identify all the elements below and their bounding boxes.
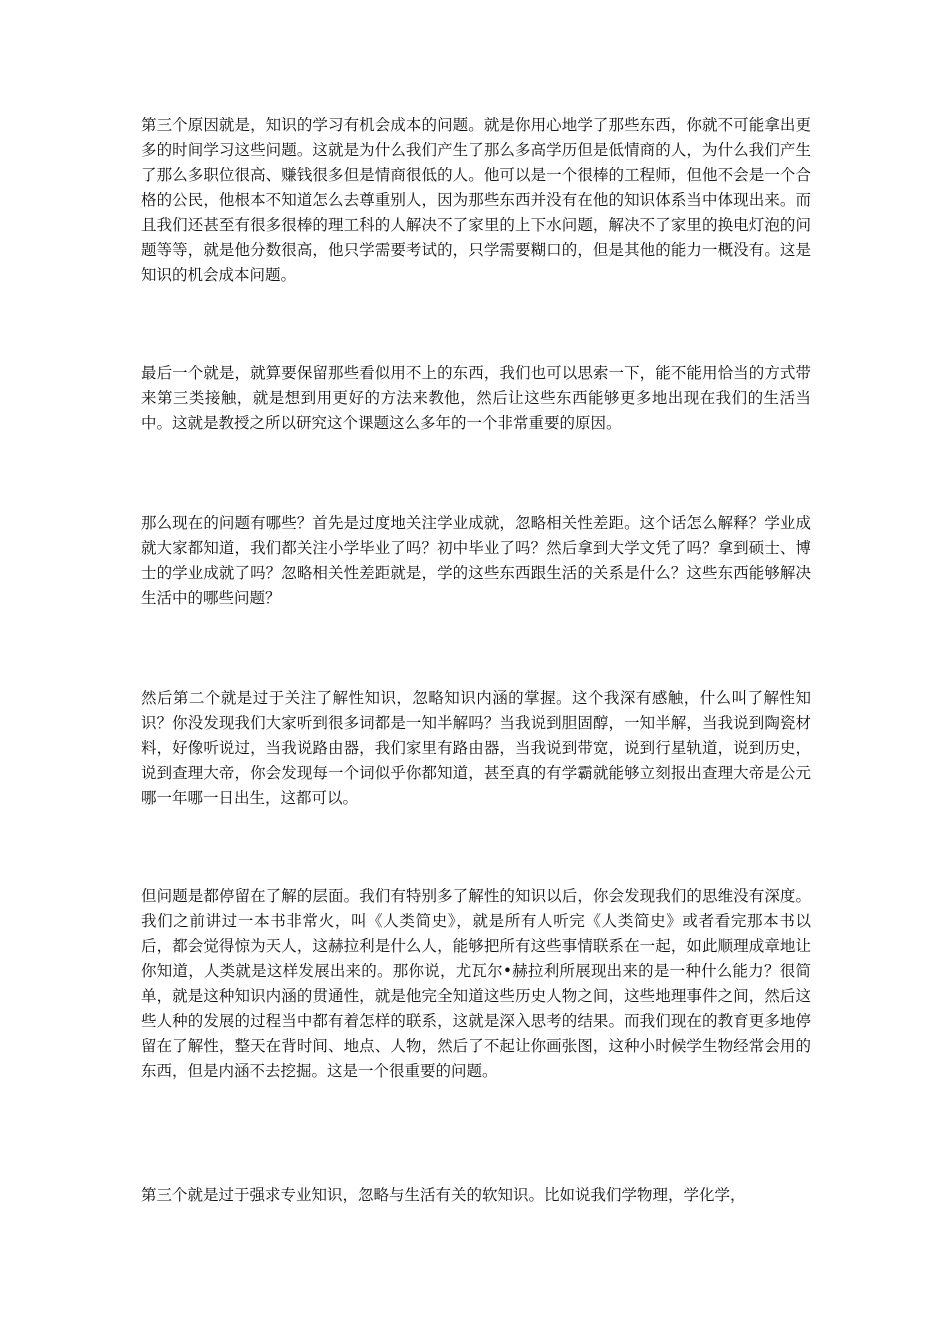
paragraph-depth-of-thinking: 但问题是都停留在了解的层面。我们有特别多了解性的知识以后，你会发现我们的思维没有深度。我们之前讲过一本书非常火，叫《人类简史》，就是所有人听完《人类简史》或者看完那本书以后，都会觉得惊为天人，这赫拉利是什么人，能够把所有这些事情联系在一起，如此顺理成章地让你知道，人类就是这样发展出来的。那你说，尤瓦尔•赫拉利所展现出来的是一种什么能力？很简单，就是这种知识内涵的贯通性，就是他完全知道这些历史人物之间，这些地理事件之间，然后这些人种的发展的过程当中都有着怎样的联系，这就是深入思考的结果。而我们现在的教育更多地停留在了解性，整天在背时间、地点、人物，然后了不起让你画张图，这种小时候学生物经常会用的东西，但是内涵不去挖掘。这是一个很重要的问题。 (141, 887, 811, 1080)
paragraph-opportunity-cost: 第三个原因就是，知识的学习有机会成本的问题。就是你用心地学了那些东西，你就不可能拿出更多的时间学习这些问题。这就是为什么我们产生了那么多高学历但是低情商的人，为什么我们产生了那么多职位很高、赚钱很多但是情商很低的人。他可以是一个很棒的工程师，但他不会是一个合格的公民，他根本不知道怎么去尊重别人，因为那些东西并没有在他的知识体系当中体现出来。而且我们还甚至有很多很棒的理工科的人解决不了家里的上下水问题，解决不了家里的换电灯泡的问题等等，就是他分数很高，他只学需要考试的，只学需要糊口的，但是其他的能力一概没有。这是知识的机会成本问题。 (141, 116, 811, 284)
paragraph-specialized-knowledge: 第三个就是过于强求专业知识，忽略与生活有关的软知识。比如说我们学物理，学化学， (141, 1186, 746, 1204)
paragraph-superficial-knowledge: 然后第二个就是过于关注了解性知识，忽略知识内涵的掌握。这个我深有感触，什么叫了解性知识？你没发现我们大家听到很多词都是一知半解吗？当我说到胆固醇，一知半解，当我说到陶瓷材料，好像听说过，当我说路由器，我们家里有路由器，当我说到带宽，说到行星轨道，说到历史，说到查理大帝，你会发现每一个词似乎你都知道，甚至真的有学霸就能够立刻报出查理大帝是公元哪一年哪一日出生，这都可以。 (141, 689, 811, 807)
paragraph-last-point: 最后一个就是，就算要保留那些看似用不上的东西，我们也可以思索一下，能不能用恰当的方式带来第三类接触，就是想到用更好的方法来教他，然后让这些东西能够更多地出现在我们的生活当中。这就是教授之所以研究这个课题这么多年的一个非常重要的原因。 (141, 364, 811, 432)
paragraph-current-problems: 那么现在的问题有哪些？首先是过度地关注学业成就，忽略相关性差距。这个话怎么解释？学业成就大家都知道，我们都关注小学毕业了吗？初中毕业了吗？然后拿到大学文凭了吗？拿到硕士、博士的学业成就了吗？忽略相关性差距就是，学的这些东西跟生活的关系是什么？这些东西能够解决生活中的哪些问题？ (141, 514, 811, 607)
